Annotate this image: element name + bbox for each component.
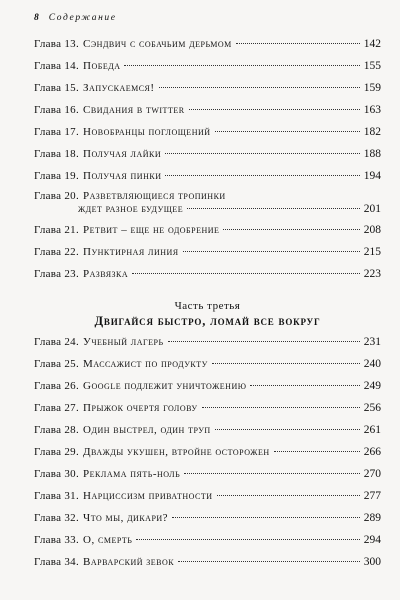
chapter-title: Варварский зевок (83, 556, 175, 568)
chapter-number: Глава 24. (34, 336, 80, 348)
chapter-title: Google подлежит уничтожению (83, 380, 247, 392)
chapter-title: Один выстрел, один труп (83, 424, 211, 436)
part-label: Часть третья (174, 300, 241, 312)
toc-entry (34, 402, 381, 415)
header-page-number: 8 (34, 13, 39, 23)
dot-leader (215, 429, 360, 430)
chapter-number: Глава 19. (34, 170, 80, 182)
chapter-title: Нарциссизм приватности (83, 490, 213, 502)
page-number: 201 (363, 203, 381, 215)
dot-leader (183, 251, 360, 252)
dot-leader (250, 385, 359, 386)
toc-entry (34, 82, 381, 95)
chapter-title: Реклама пять-ноль (83, 468, 181, 480)
chapter-title: Что мы, дикари? (83, 512, 169, 524)
toc-entry (34, 60, 381, 73)
dot-leader (274, 451, 360, 452)
chapter-number: Глава 16. (34, 104, 80, 116)
page-number: 266 (363, 446, 381, 458)
chapter-title: О, смерть (83, 534, 133, 546)
page-number: 289 (363, 512, 381, 524)
dot-leader (236, 43, 360, 44)
chapter-title: Победа (83, 60, 121, 72)
chapter-number: Глава 23. (34, 268, 80, 280)
dot-leader (165, 175, 359, 176)
toc-entry (34, 268, 381, 281)
chapter-number: Глава 14. (34, 60, 80, 72)
chapter-title: Получая лайки (83, 148, 162, 160)
toc-entry (34, 490, 381, 503)
chapter-title: Пунктирная линия (83, 246, 179, 258)
chapter-number: Глава 34. (34, 556, 80, 568)
chapter-title: Свидания в twitter (83, 104, 185, 116)
page-number: 261 (363, 424, 381, 436)
dot-leader (132, 273, 360, 274)
toc-entry (34, 380, 381, 393)
dot-leader (159, 87, 360, 88)
dot-leader (217, 495, 360, 496)
page-number: 277 (363, 490, 381, 502)
chapter-number: Глава 22. (34, 246, 80, 258)
chapter-number: Глава 29. (34, 446, 80, 458)
page-number: 163 (363, 104, 381, 116)
chapter-number: Глава 21. (34, 224, 80, 236)
chapter-title-continued: ждет разное будущее (78, 203, 184, 215)
dot-leader (223, 229, 359, 230)
toc-entry (34, 126, 381, 139)
dot-leader (215, 131, 360, 132)
page-number: 194 (363, 170, 381, 182)
page-number: 223 (363, 268, 381, 280)
toc-entry (34, 468, 381, 481)
chapter-title: Развязка (83, 268, 129, 280)
dot-leader (184, 473, 360, 474)
page-number: 249 (363, 380, 381, 392)
page-number: 215 (363, 246, 381, 258)
dot-leader (168, 341, 360, 342)
page-number: 159 (363, 82, 381, 94)
toc-entry (34, 446, 381, 459)
toc-entry (34, 336, 381, 349)
dot-leader (172, 517, 360, 518)
dot-leader (178, 561, 360, 562)
chapter-title: Массажист по продукту (83, 358, 208, 370)
toc-entry (34, 556, 381, 569)
toc-entry (34, 190, 381, 216)
toc-entry (34, 170, 381, 183)
page-number: 240 (363, 358, 381, 370)
dot-leader (187, 208, 360, 209)
page-number: 270 (363, 468, 381, 480)
page-number: 142 (363, 38, 381, 50)
chapter-number: Глава 27. (34, 402, 80, 414)
dot-leader (136, 539, 359, 540)
chapter-number: Глава 33. (34, 534, 80, 546)
page-number: 188 (363, 148, 381, 160)
chapter-title: Запускаемся! (83, 82, 155, 94)
chapter-number: Глава 28. (34, 424, 80, 436)
chapter-number: Глава 32. (34, 512, 80, 524)
toc-entry (34, 424, 381, 437)
page-number: 300 (363, 556, 381, 568)
part-heading (34, 300, 381, 329)
chapter-title: Разветвляющиеся тропинки (83, 190, 226, 202)
dot-leader (212, 363, 360, 364)
dot-leader (165, 153, 360, 154)
chapter-title: Учебный лагерь (83, 336, 164, 348)
dot-leader (189, 109, 360, 110)
toc-entry (34, 224, 381, 237)
toc-entry (34, 246, 381, 259)
chapter-title: Получая пинки (83, 170, 162, 182)
chapter-title: Прыжок очертя голову (83, 402, 198, 414)
page-number: 182 (363, 126, 381, 138)
toc-entry (34, 512, 381, 525)
chapter-title: Дважды укушен, втройне осторожен (83, 446, 270, 458)
chapter-number: Глава 15. (34, 82, 80, 94)
chapter-number: Глава 31. (34, 490, 80, 502)
page-number: 231 (363, 336, 381, 348)
page-number: 155 (363, 60, 381, 72)
page-number: 294 (363, 534, 381, 546)
chapter-title: Сэндвич с собачьим дерьмом (83, 38, 232, 50)
toc-entry (34, 104, 381, 117)
chapter-title: Ретвит – еще не одобрение (83, 224, 220, 236)
part-title: Двигайся быстро, ломай все вокруг (94, 314, 321, 328)
toc-entry (34, 358, 381, 371)
chapter-number: Глава 26. (34, 380, 80, 392)
chapter-number: Глава 17. (34, 126, 80, 138)
chapter-number: Глава 20. (34, 190, 80, 202)
page-number: 208 (363, 224, 381, 236)
chapter-number: Глава 25. (34, 358, 80, 370)
toc-entry (34, 38, 381, 51)
toc-entry (34, 148, 381, 161)
chapter-number: Глава 13. (34, 38, 80, 50)
dot-leader (124, 65, 359, 66)
chapter-number: Глава 18. (34, 148, 80, 160)
toc-entry (34, 534, 381, 547)
chapter-number: Глава 30. (34, 468, 80, 480)
header-section-title: Содержание (48, 13, 117, 23)
running-header (34, 13, 117, 23)
page-number: 256 (363, 402, 381, 414)
dot-leader (202, 407, 360, 408)
chapter-title: Новобранцы поглощений (83, 126, 211, 138)
